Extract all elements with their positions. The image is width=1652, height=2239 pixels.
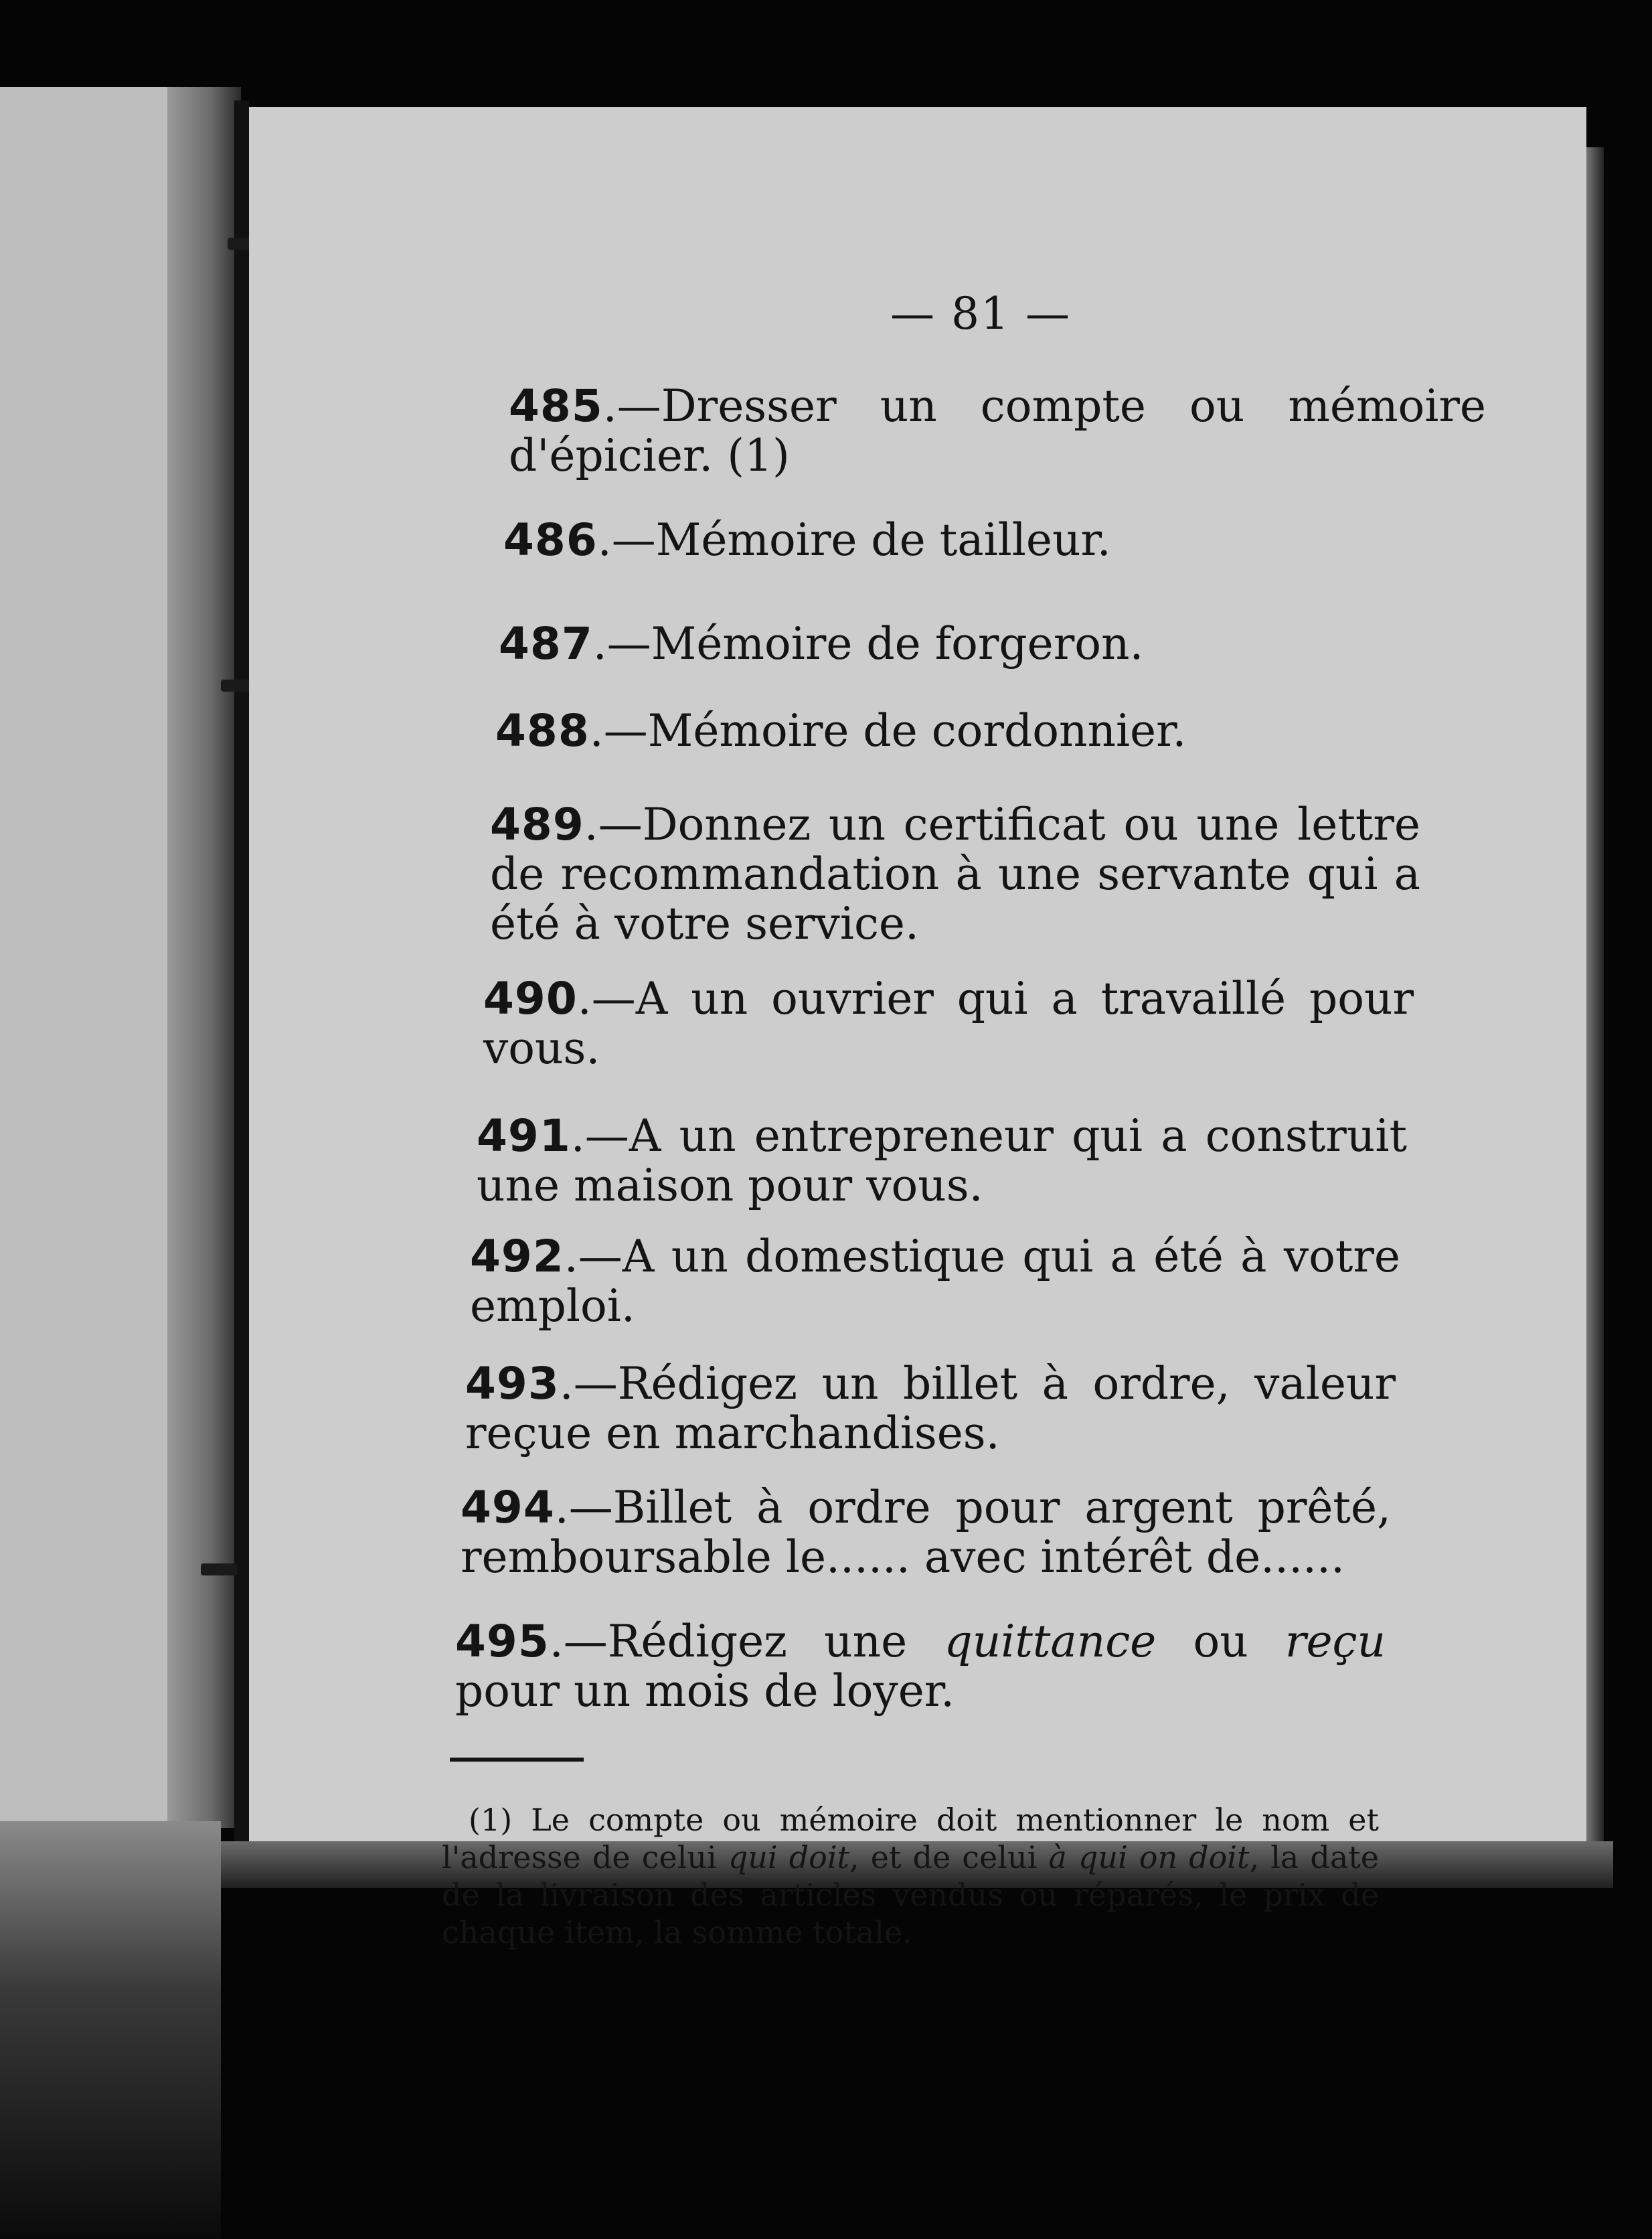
italic-term: à qui on doit xyxy=(1048,1839,1250,1875)
exercise-number: 488 xyxy=(495,705,590,757)
exercise-487: 487.—Mémoire de forgeron. xyxy=(499,618,1144,670)
italic-term: qui doit xyxy=(728,1839,850,1875)
scan-border-top xyxy=(0,0,1652,94)
exercise-491: 491.—A un entrepreneur qui a construit une maison pour vous. xyxy=(477,1110,1407,1211)
left-page-lower xyxy=(0,1821,221,2239)
exercise-495: 495.—Rédigez une quittance ou reçu pour un mois de loyer. xyxy=(455,1616,1386,1717)
exercise-485: 485.—Dresser un compte ou mémoire d'épicier. (1) xyxy=(509,380,1486,481)
exercise-number: 487 xyxy=(499,618,593,670)
exercise-number: 486 xyxy=(503,514,598,566)
exercise-number: 495 xyxy=(455,1616,550,1667)
exercise-text: A un domestique qui a été à votre emploi. xyxy=(470,1231,1400,1332)
exercise-488: 488.—Mémoire de cordonnier. xyxy=(495,705,1187,757)
exercise-text: Billet à ordre pour argent prêté, remboursable le...... avec intérêt de...... xyxy=(461,1482,1391,1583)
exercise-text: Mémoire de forgeron. xyxy=(651,618,1144,670)
exercise-486: 486.—Mémoire de tailleur. xyxy=(503,514,1111,566)
exercise-493: 493.—Rédigez un billet à ordre, valeur reçue en marchandises. xyxy=(465,1358,1396,1459)
exercise-text: Dresser un compte ou mémoire d'épicier. (1) xyxy=(509,380,1486,481)
binding-stitch xyxy=(201,1563,237,1575)
exercise-number: 485 xyxy=(509,380,603,432)
exercise-number: 490 xyxy=(483,973,578,1024)
exercise-number: 493 xyxy=(465,1358,560,1409)
exercise-494: 494.—Billet à ordre pour argent prêté, remboursable le...... avec intérêt de...... xyxy=(461,1482,1391,1583)
italic-term: quittance xyxy=(944,1616,1157,1667)
footnote-rule xyxy=(450,1758,584,1762)
exercise-text: Mémoire de tailleur. xyxy=(655,514,1111,566)
exercise-text: Donnez un certificat ou une lettre de recommandation à une servante qui a été à votre service. xyxy=(490,799,1420,949)
exercise-number: 489 xyxy=(490,799,584,850)
exercise-number: 494 xyxy=(461,1482,555,1533)
book-spine xyxy=(234,100,249,1841)
exercise-489: 489.—Donnez un certificat ou une lettre de recommandation à une servante qui a été à votre service. xyxy=(490,799,1420,949)
exercise-492: 492.—A un domestique qui a été à votre emploi. xyxy=(470,1231,1400,1332)
exercise-490: 490.—A un ouvrier qui a travaillé pour vous. xyxy=(483,973,1414,1074)
footnote: (1) Le compte ou mémoire doit mentionner le nom et l'adresse de celui qui doit, et de celui à qui on doit, la date de la livraison des articles vendus ou réparés, le prix de chaque item, la somme totale. xyxy=(442,1802,1379,1950)
italic-term: reçu xyxy=(1285,1616,1386,1667)
exercise-text: A un entrepreneur qui a construit une maison pour vous. xyxy=(477,1110,1407,1211)
exercise-number: 492 xyxy=(470,1231,564,1282)
page-number: — 81 — xyxy=(890,288,1071,339)
exercise-number: 491 xyxy=(477,1110,571,1162)
page-edge xyxy=(1586,147,1604,1868)
exercise-text: A un ouvrier qui a travaillé pour vous. xyxy=(483,973,1414,1074)
exercise-text: Rédigez un billet à ordre, valeur reçue en marchandises. xyxy=(465,1358,1396,1459)
exercise-text: Mémoire de cordonnier. xyxy=(647,705,1187,757)
